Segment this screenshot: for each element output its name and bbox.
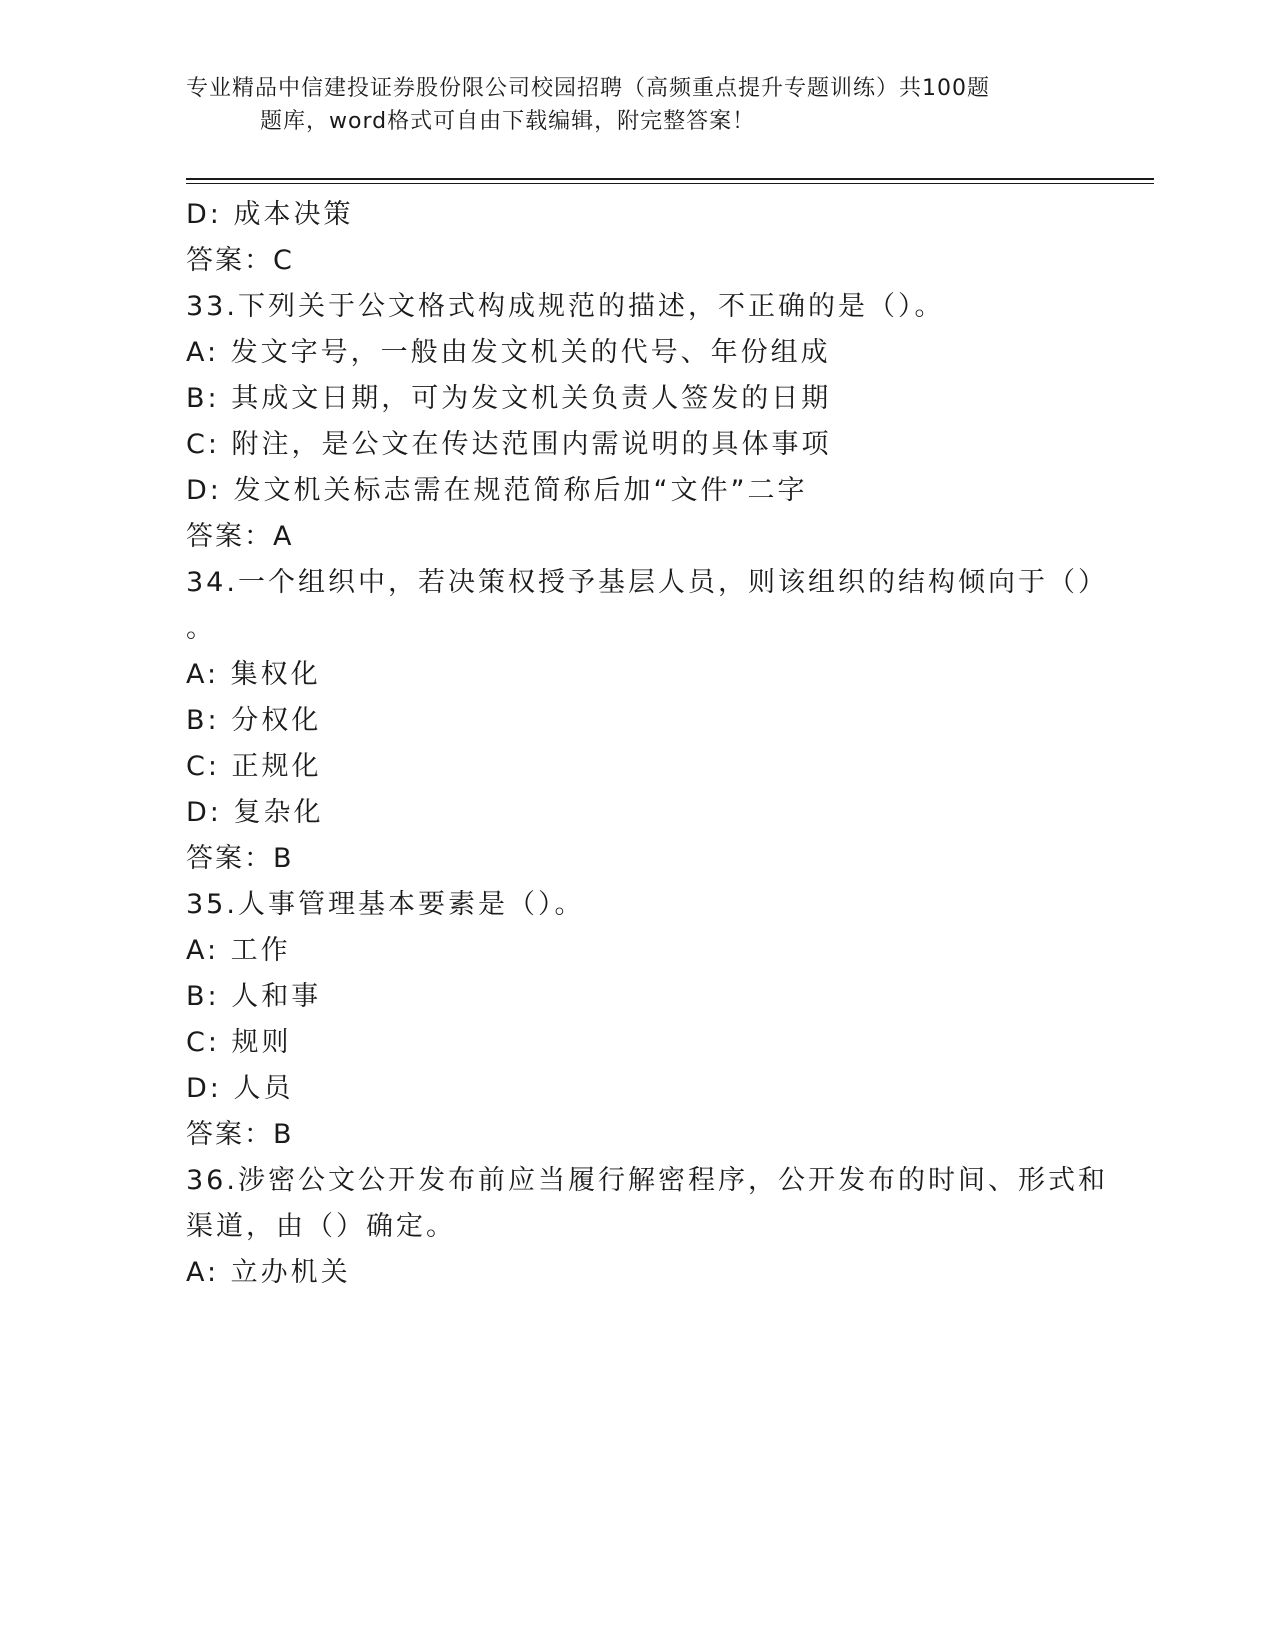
option-d: D: 发文机关标志需在规范简称后加“文件”二字 bbox=[186, 475, 808, 506]
option-c: C: 规则 bbox=[186, 1027, 292, 1058]
question-text-line1: 36.涉密公文公开发布前应当履行解密程序，公开发布的时间、形式和 bbox=[186, 1165, 1108, 1196]
header-rule-thick bbox=[186, 178, 1154, 180]
question-32-tail bbox=[186, 192, 1086, 284]
option-c: C: 正规化 bbox=[186, 751, 322, 782]
question-text-line2: 渠道，由（）确定。 bbox=[186, 1211, 456, 1242]
answer-line: 答案：B bbox=[186, 843, 294, 874]
question-33 bbox=[186, 284, 1086, 560]
option-d: D: 成本决策 bbox=[186, 199, 354, 230]
header-rule-thin bbox=[186, 183, 1154, 184]
answer-line: 答案：B bbox=[186, 1119, 294, 1150]
option-a: A: 立办机关 bbox=[186, 1257, 351, 1288]
option-d: D: 复杂化 bbox=[186, 797, 324, 828]
document-header bbox=[186, 72, 1066, 138]
option-a: A: 工作 bbox=[186, 935, 291, 966]
option-b: B: 其成文日期，可为发文机关负责人签发的日期 bbox=[186, 383, 832, 414]
option-a: A: 集权化 bbox=[186, 659, 321, 690]
question-text-line2: 。 bbox=[186, 613, 216, 644]
question-35 bbox=[186, 882, 1086, 1158]
option-c: C: 附注，是公文在传达范围内需说明的具体事项 bbox=[186, 429, 832, 460]
answer-line: 答案：C bbox=[186, 245, 294, 276]
document-body bbox=[186, 192, 1108, 1296]
question-34 bbox=[186, 560, 1108, 882]
question-text-line1: 34.一个组织中，若决策权授予基层人员，则该组织的结构倾向于（） bbox=[186, 567, 1108, 598]
option-d: D: 人员 bbox=[186, 1073, 294, 1104]
option-b: B: 分权化 bbox=[186, 705, 322, 736]
option-a: A: 发文字号，一般由发文机关的代号、年份组成 bbox=[186, 337, 831, 368]
answer-line: 答案：A bbox=[186, 521, 294, 552]
header-title-line2: 题库，word格式可自由下载编辑，附完整答案！ bbox=[260, 109, 756, 134]
question-text: 33.下列关于公文格式构成规范的描述，不正确的是（）。 bbox=[186, 291, 945, 322]
header-title-line1: 专业精品中信建投证券股份限公司校园招聘（高频重点提升专题训练）共100题 bbox=[186, 76, 990, 101]
question-text: 35.人事管理基本要素是（）。 bbox=[186, 889, 585, 920]
question-36 bbox=[186, 1158, 1108, 1296]
option-b: B: 人和事 bbox=[186, 981, 322, 1012]
